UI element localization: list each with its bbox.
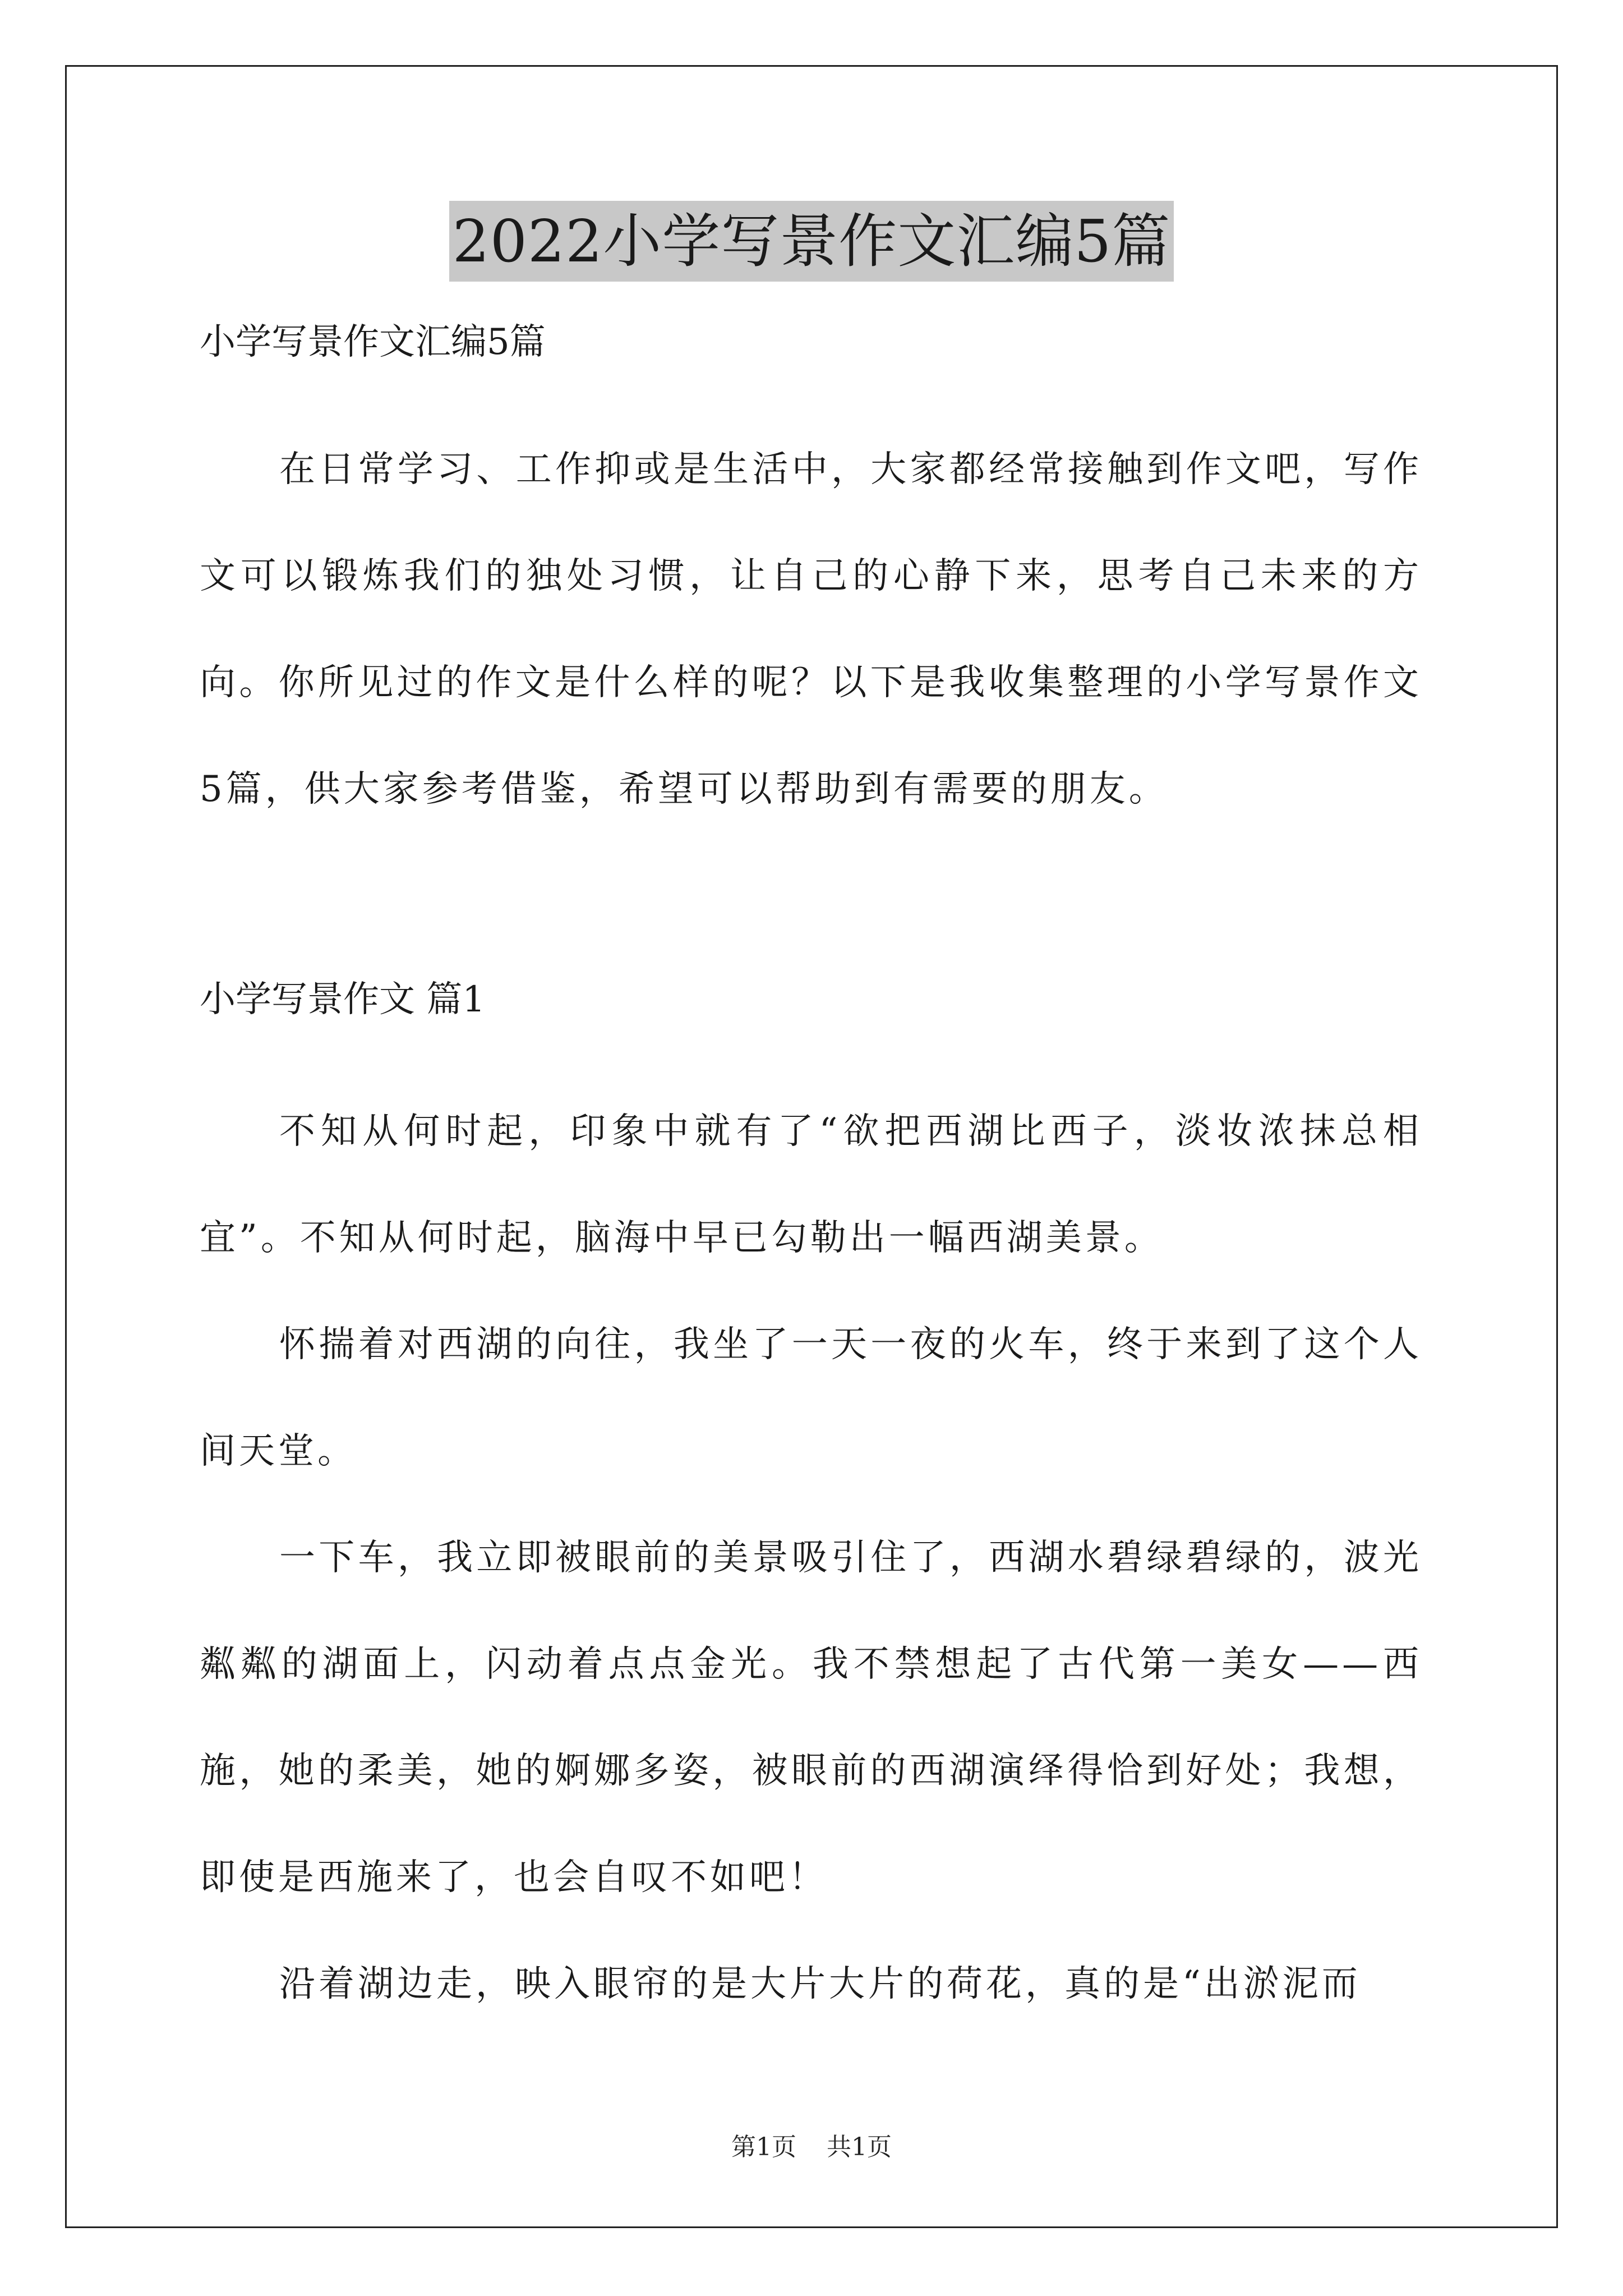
paragraph: 怀揣着对西湖的向往，我坐了一天一夜的火车，终于来到了这个人间天堂。 xyxy=(200,1324,1422,1472)
page-total: 共1页 xyxy=(827,2133,892,2161)
page-number: 第1页 xyxy=(731,2133,796,2161)
intro-paragraph: 在日常学习、工作抑或是生活中，大家都经常接触到作文吧，写作文可以锻炼我们的独处习惯，让自己的心静下来，思考自己未来的方向。你所见过的作文是什么样的呢？以下是我收集整理的小学写景作文5篇，供大家参考借鉴，希望可以帮助到有需要的朋友。 xyxy=(200,449,1422,810)
section-heading: 小学写景作文 篇1 xyxy=(200,979,486,1020)
page-footer xyxy=(0,2131,1623,2164)
paragraph: 沿着湖边走，映入眼帘的是大片大片的荷花，真的是“出淤泥而 xyxy=(279,1963,1361,2005)
paragraph: 一下车，我立即被眼前的美景吸引住了，西湖水碧绿碧绿的，波光粼粼的湖面上，闪动着点点金光。我不禁想起了古代第一美女——西施，她的柔美，她的婀娜多姿，被眼前的西湖演绎得恰到好处；我想，即使是西施来了，也会自叹不如吧！ xyxy=(200,1537,1422,1898)
document-body xyxy=(200,314,1422,2037)
document-subtitle: 小学写景作文汇编5篇 xyxy=(200,321,546,363)
paragraph: 不知从何时起，印象中就有了“欲把西湖比西子，淡妆浓抹总相宜”。不知从何时起，脑海中早已勾勒出一幅西湖美景。 xyxy=(200,1111,1422,1259)
title-container xyxy=(0,201,1623,282)
document-title: 2022小学写景作文汇编5篇 xyxy=(449,201,1174,282)
